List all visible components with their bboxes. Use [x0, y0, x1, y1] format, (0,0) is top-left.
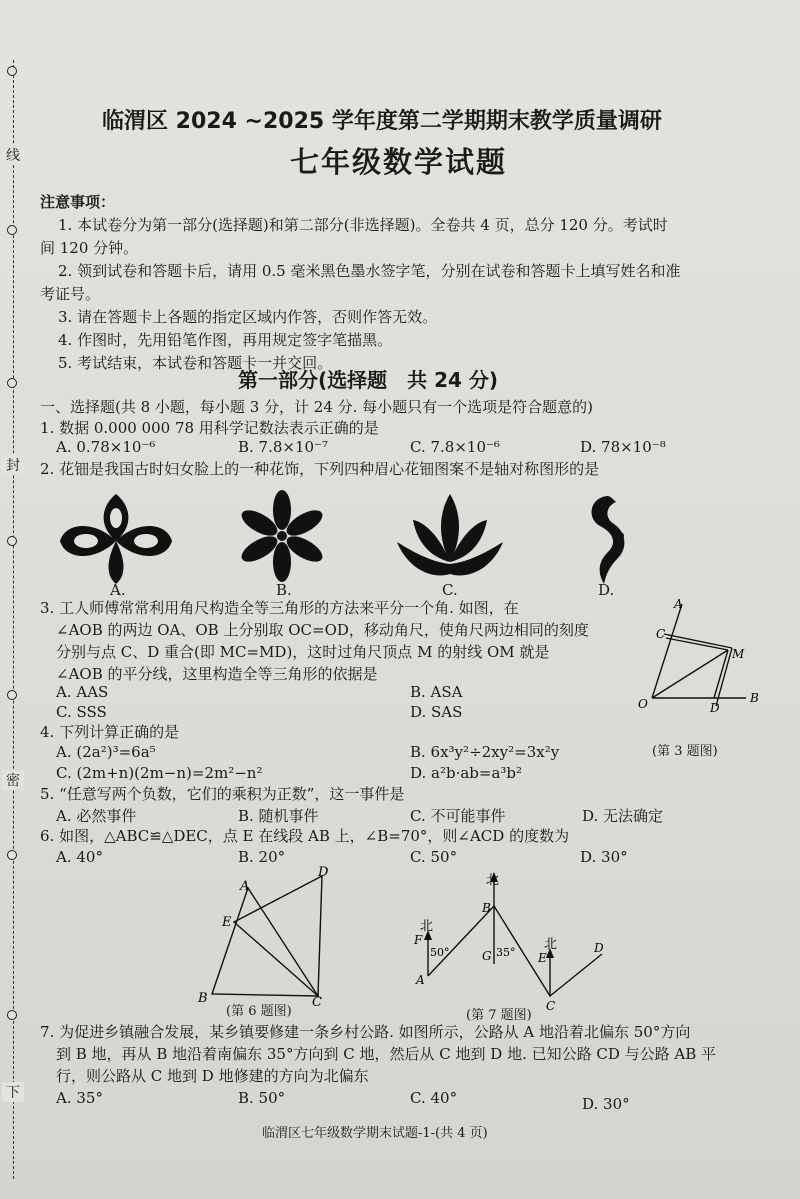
q7-option-a: A. 35° — [56, 1089, 103, 1107]
q3-label-d: D — [710, 701, 720, 715]
q2-figure-d-swirl-icon — [582, 492, 632, 588]
q7-option-d: D. 30° — [582, 1095, 630, 1113]
binding-label: 线 — [2, 145, 24, 165]
note-5: 5. 考试结束，本试卷和答题卡一并交回。 — [58, 354, 333, 372]
part1-title: 第一部分(选择题 共 24 分) — [238, 368, 499, 392]
q3-option-c: C. SSS — [56, 703, 107, 721]
binding-hole — [7, 536, 17, 546]
q3-label-b: B — [750, 691, 759, 705]
q6-caption: (第 6 题图) — [226, 1004, 292, 1019]
binding-hole — [7, 850, 17, 860]
binding-hole — [7, 1010, 17, 1020]
note-1b: 间 120 分钟。 — [40, 239, 139, 257]
exam-title: 临渭区 2024 ~2025 学年度第二学期期末教学质量调研 — [102, 109, 662, 134]
q7-label-a: A — [416, 973, 425, 987]
q2-option-d: D. — [598, 581, 615, 599]
q7-north-c: 北 — [544, 937, 558, 952]
q2-option-b: B. — [276, 581, 292, 599]
q5-option-a: A. 必然事件 — [56, 807, 137, 825]
q3-line-3: 分别与点 C、D 重合(即 MC=MD)，这时过角尺顶点 M 的射线 OM 就是 — [56, 643, 550, 661]
note-3: 3. 请在答题卡上各题的指定区域内作答，否则作答无效。 — [58, 308, 438, 326]
binding-label: 密 — [2, 770, 24, 790]
q7-label-b: B — [482, 901, 491, 915]
q3-option-b: B. ASA — [410, 683, 463, 701]
q4-option-d: D. a²b·ab=a³b² — [410, 764, 523, 782]
q6-stem: 6. 如图，△ABC≌△DEC，点 E 在线段 AB 上，∠B=70°，则∠ACD 的度数为 — [40, 827, 570, 845]
exam-subtitle: 七年级数学试题 — [290, 145, 508, 179]
q3-line-1: 3. 工人师傅常常利用角尺构造全等三角形的方法来平分一个角. 如图，在 — [40, 599, 519, 617]
binding-label: 下 — [2, 1082, 24, 1102]
q5-option-b: B. 随机事件 — [238, 807, 319, 825]
q7-caption: (第 7 题图) — [466, 1008, 532, 1023]
q7-label-f: F — [414, 933, 423, 947]
binding-hole — [7, 378, 17, 388]
binding-hole — [7, 690, 17, 700]
q2-figure-a-flower-icon — [56, 486, 176, 586]
q2-option-a: A. — [110, 581, 126, 599]
note-1a: 1. 本试卷分为第一部分(选择题)和第二部分(非选择题)。全卷共 4 页，总分 120 分。考试时 — [58, 216, 668, 234]
binding-hole — [7, 225, 17, 235]
binding-hole — [7, 66, 17, 76]
binding-label: 封 — [2, 455, 24, 475]
q7-angle-50: 50° — [430, 946, 450, 959]
q3-label-o: O — [638, 697, 648, 711]
q6-diagram — [190, 866, 350, 1008]
q5-stem: 5. “任意写两个负数，它们的乘积为正数”，这一事件是 — [40, 785, 405, 803]
q7-label-c: C — [546, 999, 556, 1013]
q7-line-2: 到 B 地，再从 B 地沿着南偏东 35°方向到 C 地，然后从 C 地到 D 地. 已知公路 CD 与公路 AB 平 — [56, 1045, 717, 1063]
q6-label-c: C — [312, 995, 322, 1008]
q6-label-d: D — [318, 866, 329, 880]
q7-label-d: D — [594, 941, 604, 955]
q2-stem: 2. 花钿是我国古时妇女脸上的一种花饰，下列四种眉心花钿图案不是轴对称图形的是 — [40, 460, 600, 478]
q7-label-g: G — [482, 949, 492, 963]
q3-caption: (第 3 题图) — [652, 744, 718, 759]
q3-label-a: A — [674, 597, 683, 611]
q2-option-c: C. — [442, 581, 458, 599]
page-footer: 临渭区七年级数学期末试题-1-(共 4 页) — [262, 1126, 488, 1141]
note-2b: 考证号。 — [40, 285, 101, 303]
q2-figure-b-flower-icon — [232, 488, 332, 584]
q3-option-a: A. AAS — [56, 683, 109, 701]
binding-margin — [0, 0, 30, 1199]
note-4: 4. 作图时，先用铅笔作图，再用规定签字笔描黑。 — [58, 331, 393, 349]
q1-option-d: D. 78×10⁻⁸ — [580, 438, 666, 456]
q1-option-a: A. 0.78×10⁻⁶ — [56, 438, 156, 456]
q4-stem: 4. 下列计算正确的是 — [40, 723, 180, 741]
q7-north-b: 北 — [486, 873, 500, 888]
q5-option-c: C. 不可能事件 — [410, 807, 506, 825]
q7-label-e: E — [538, 951, 547, 965]
part1-instructions: 一、选择题(共 8 小题，每小题 3 分，计 24 分. 每小题只有一个选项是符合题意的) — [40, 398, 594, 416]
q7-option-c: C. 40° — [410, 1089, 458, 1107]
q4-option-a: A. (2a²)³=6a⁵ — [56, 743, 156, 761]
q3-line-2: ∠AOB 的两边 OA、OB 上分别取 OC=OD，移动角尺，使角尺两边相同的刻度 — [56, 621, 589, 639]
q1-option-b: B. 7.8×10⁻⁷ — [238, 438, 328, 456]
q6-option-c: C. 50° — [410, 848, 458, 866]
q3-diagram — [628, 596, 776, 716]
note-2a: 2. 领到试卷和答题卡后，请用 0.5 毫米黑色墨水签字笔，分别在试卷和答题卡上填写姓名和准 — [58, 262, 681, 280]
q3-label-m: M — [732, 647, 745, 661]
q6-option-a: A. 40° — [56, 848, 103, 866]
q4-option-c: C. (2m+n)(2m−n)=2m²−n² — [56, 764, 263, 782]
q5-option-d: D. 无法确定 — [582, 807, 664, 825]
q1-option-c: C. 7.8×10⁻⁶ — [410, 438, 500, 456]
q6-option-d: D. 30° — [580, 848, 628, 866]
q7-angle-35: 35° — [496, 946, 516, 959]
q7-north-a: 北 — [420, 919, 434, 934]
q7-diagram — [406, 864, 616, 1014]
q2-figure-c-flower-icon — [395, 492, 505, 582]
q7-option-b: B. 50° — [238, 1089, 286, 1107]
q3-label-c: C — [656, 627, 666, 641]
q7-line-1: 7. 为促进乡镇融合发展，某乡镇要修建一条乡村公路. 如图所示，公路从 A 地沿着北偏东 50°方向 — [40, 1023, 691, 1041]
q3-line-4: ∠AOB 的平分线，这里构造全等三角形的依据是 — [56, 665, 378, 683]
notes-heading: 注意事项： — [40, 193, 116, 211]
q1-stem: 1. 数据 0.000 000 78 用科学记数法表示正确的是 — [40, 419, 379, 437]
q6-label-a: A — [240, 879, 250, 894]
q6-label-e: E — [222, 915, 232, 930]
q4-option-b: B. 6x³y²÷2xy²=3x²y — [410, 743, 560, 761]
q6-label-b: B — [198, 991, 208, 1006]
q7-line-3: 行，则公路从 C 地到 D 地修建的方向为北偏东 — [56, 1067, 369, 1085]
q6-option-b: B. 20° — [238, 848, 286, 866]
q3-option-d: D. SAS — [410, 703, 463, 721]
